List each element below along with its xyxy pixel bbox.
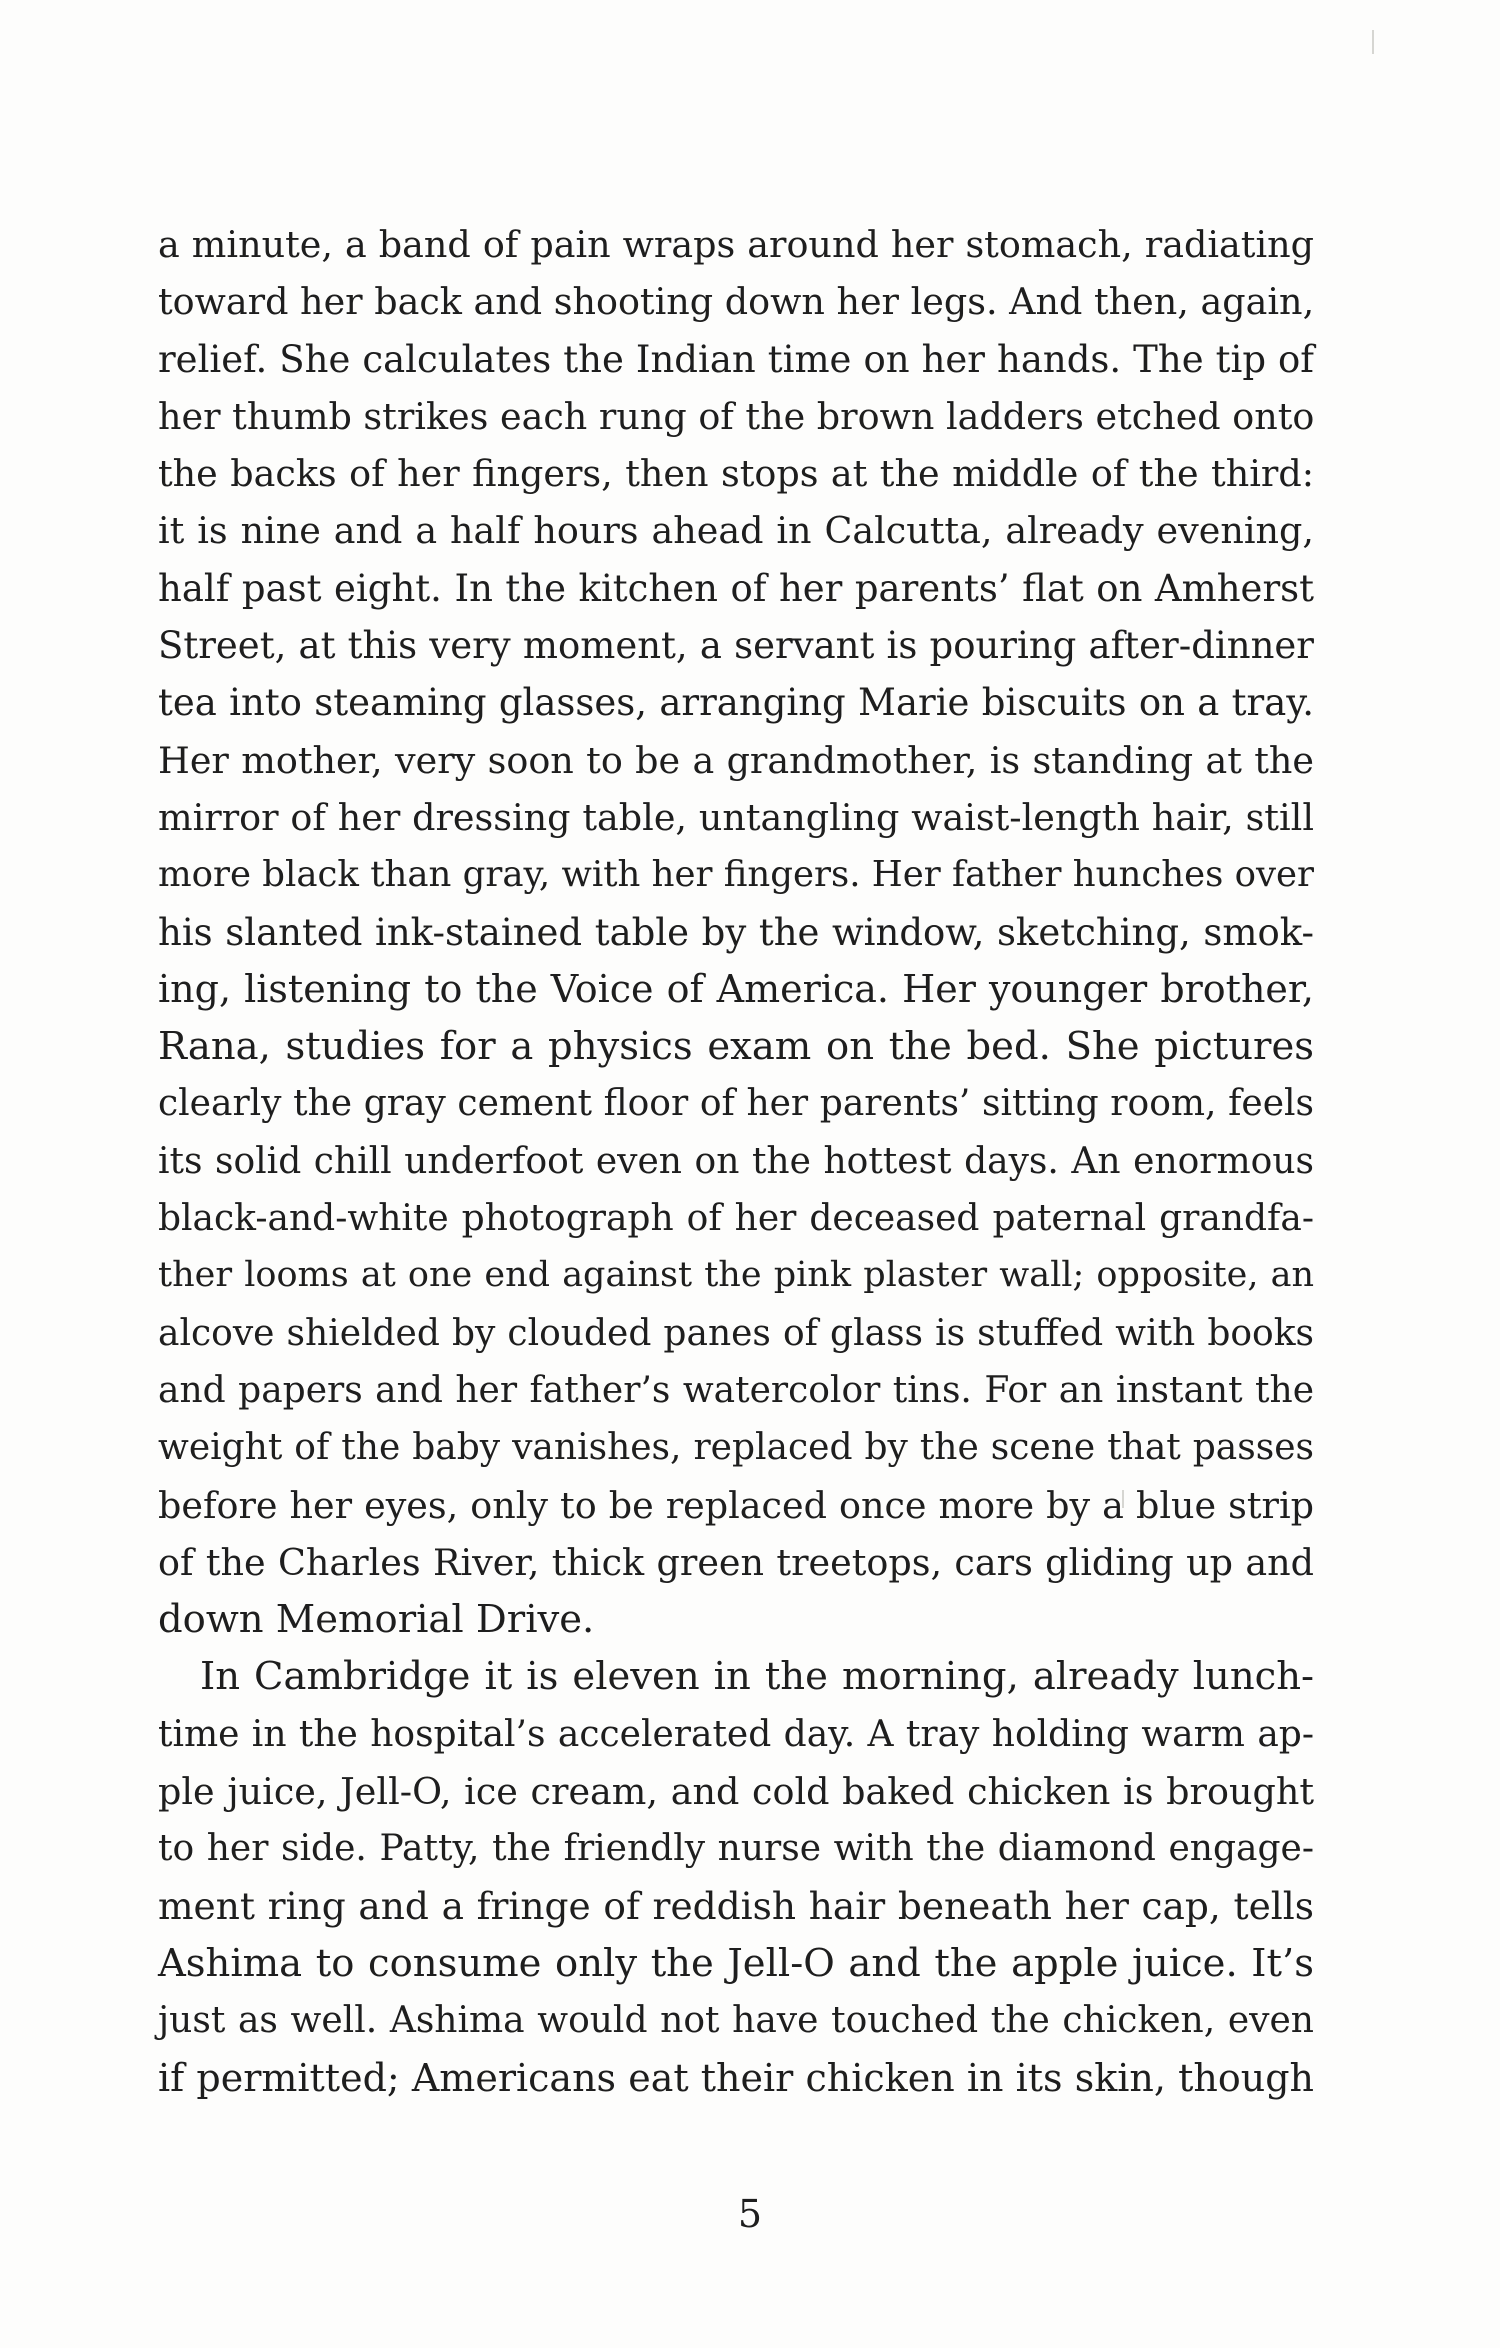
text-line: it is nine and a half hours ahead in Calcutta, already evening, bbox=[158, 509, 1314, 553]
text-line: ther looms at one end against the pink plaster wall; opposite, an bbox=[158, 1255, 1314, 1296]
text-line: black-and-white photograph of her deceased paternal grandfa- bbox=[158, 1198, 1314, 1240]
text-line: his slanted ink-stained table by the window, sketching, smok- bbox=[158, 910, 1314, 954]
text-line: just as well. Ashima would not have touched the chicken, even bbox=[158, 2000, 1314, 2042]
text-line: Rana, studies for a physics exam on the bed. She pictures bbox=[158, 1024, 1314, 1070]
paragraph-1 bbox=[158, 216, 1314, 1648]
text-line: a minute, a band of pain wraps around her stomach, radiating bbox=[158, 223, 1314, 266]
text-line: ment ring and a fringe of reddish hair beneath her cap, tells bbox=[158, 1883, 1314, 1928]
text-line: toward her back and shooting down her legs. And then, again, bbox=[158, 280, 1315, 324]
text-line: clearly the gray cement floor of her parents’ sitting room, feels bbox=[158, 1083, 1314, 1125]
text-line: tea into steaming glasses, arranging Marie biscuits on a tray. bbox=[158, 681, 1314, 725]
paragraph-2 bbox=[158, 1648, 1314, 2106]
text-line: the backs of her fingers, then stops at the middle of the third: bbox=[158, 452, 1314, 496]
text-line: Ashima to consume only the Jell-O and the apple juice. It’s bbox=[158, 1940, 1314, 1986]
text-line: if permitted; Americans eat their chicken in its skin, though bbox=[158, 2055, 1314, 2100]
text-line: time in the hospital’s accelerated day. A tray holding warm ap- bbox=[158, 1713, 1314, 1755]
text-line: and papers and her father’s watercolor tins. For an instant the bbox=[158, 1369, 1314, 1411]
text-line: alcove shielded by clouded panes of glass is stuffed with books bbox=[158, 1312, 1314, 1354]
text-line: before her eyes, only to be replaced once more by a blue strip bbox=[158, 1483, 1314, 1527]
text-line: ple juice, Jell-O, ice cream, and cold baked chicken is brought bbox=[158, 1770, 1314, 1814]
text-line: Her mother, very soon to be a grandmother, is standing at the bbox=[158, 738, 1314, 782]
text-line: half past eight. In the kitchen of her parents’ flat on Amherst bbox=[158, 566, 1314, 610]
body-text bbox=[158, 216, 1314, 2107]
text-line: relief. She calculates the Indian time on her hands. The tip of bbox=[158, 337, 1314, 381]
text-line: of the Charles River, thick green treetops, cars gliding up and bbox=[158, 1540, 1314, 1584]
text-line: down Memorial Drive. bbox=[158, 1597, 595, 1643]
page-number: 5 bbox=[737, 2192, 763, 2236]
text-line: In Cambridge it is eleven in the morning, already lunch- bbox=[200, 1654, 1314, 1700]
text-line: to her side. Patty, the friendly nurse with the diamond engage- bbox=[158, 1828, 1314, 1870]
text-line: more black than gray, with her fingers. Her father hunches over bbox=[158, 854, 1314, 896]
text-line: ing, listening to the Voice of America. Her younger brother, bbox=[158, 966, 1314, 1011]
text-line: mirror of her dressing table, untangling waist-length hair, still bbox=[158, 795, 1314, 839]
text-line: Street, at this very moment, a servant is pouring after-dinner bbox=[158, 624, 1314, 668]
text-line: weight of the baby vanishes, replaced by the scene that passes bbox=[158, 1427, 1314, 1469]
scan-artifact bbox=[1372, 30, 1374, 54]
text-line: its solid chill underfoot even on the hottest days. An enormous bbox=[158, 1140, 1314, 1182]
text-line: her thumb strikes each rung of the brown ladders etched onto bbox=[158, 394, 1315, 438]
